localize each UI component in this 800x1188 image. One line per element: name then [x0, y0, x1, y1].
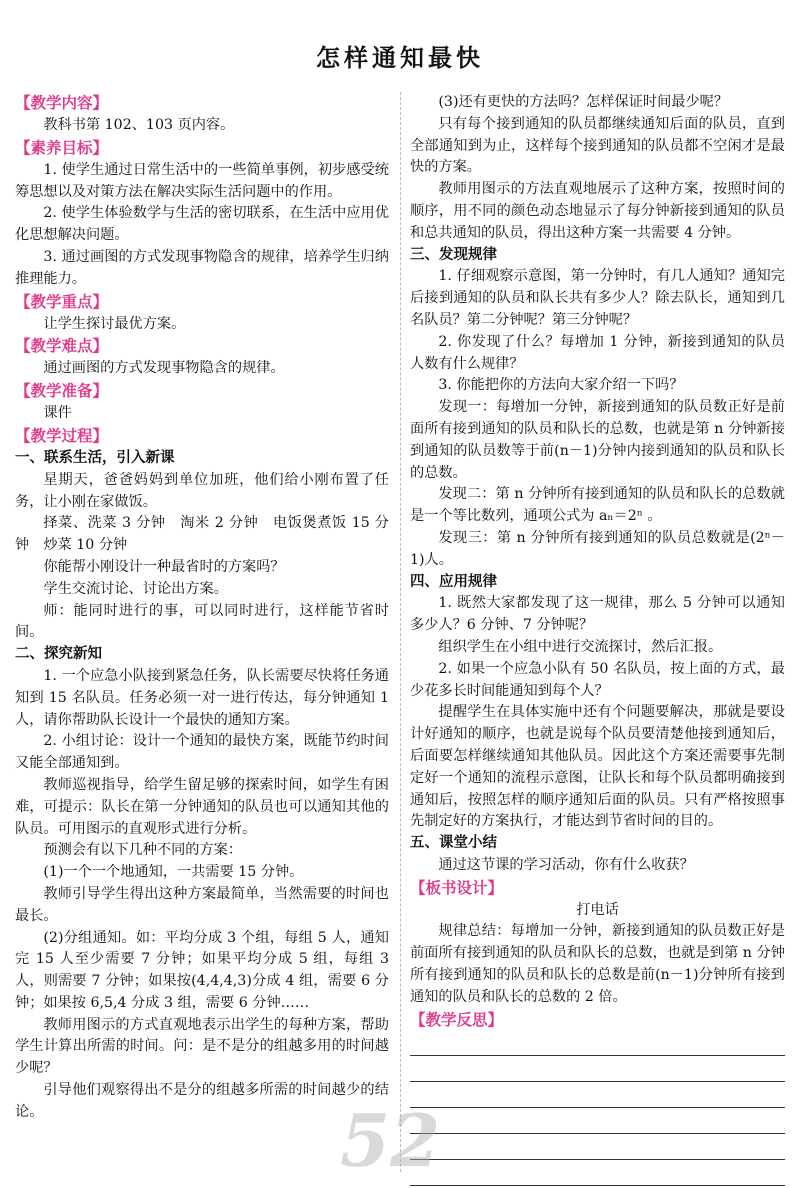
paragraph: 师：能同时进行的事，可以同时进行，这样能节省时间。	[15, 602, 389, 641]
paragraph: 1. 仔细观察示意图，第一分钟时，有几人通知？通知完后接到通知的队员和队长共有多少人？除去队长，通知到几名队员？第二分钟呢？第三分钟呢？	[410, 268, 785, 328]
section-heading: 【教学重点】	[15, 292, 109, 311]
reflection-writing-line	[410, 1136, 785, 1160]
reflection-writing-line	[410, 1058, 785, 1082]
paragraph: 引导他们观察得出不是分的组越多所需的时间越少的结论。	[15, 1082, 389, 1120]
paragraph: 3. 你能把你的方法向大家介绍一下吗？	[438, 377, 684, 394]
page-number: 52	[340, 1098, 441, 1183]
paragraph: 提醒学生在具体实施中还有个问题要解决，那就是要设计好通知的顺序，也就是说每个队员要清楚他接到通知后，后面要怎样继续通知其他队员。因此这个方案还需要事先制定好一个通知的流程示意图，让队长和每个队员都明确接到通知后，按照怎样的顺序通知后面的队员。只有严格按照事先制定好的方案执行，才能达到节省时间的目的。	[410, 704, 785, 830]
paragraph: 教师巡视指导，给学生留足够的探索时间，如学生有困难，可提示：队长在第一分钟通知的队员也可以通知其他的队员。可用图示的直观形式进行分析。	[15, 776, 389, 837]
paragraph: 只有每个接到通知的队员都继续通知后面的队员，直到全部通知到为止，这样每个接到通知的队员都不空闲才是最快的方案。	[410, 115, 785, 176]
section-heading: 【教学准备】	[15, 382, 109, 401]
paragraph: 2. 如果一个应急小队有 50 名队员，按上面的方式，最少花多长时间能通知到每个人？	[410, 660, 785, 699]
paragraph: (1)一个一个地通知，一共需要 15 分钟。	[43, 864, 304, 881]
page-title: 怎样通知最快	[316, 43, 484, 72]
paragraph: 教师用图示的方法直观地展示了这种方案，按照时间的顺序，用不同的颜色动态地显示了每分钟新接到通知的队员和总共通知的队员，得出这种方案一共需要 4 分钟。	[410, 181, 785, 241]
paragraph: 通过画图的方式发现事物隐含的规律。	[43, 360, 285, 377]
paragraph: 发现一：每增加一分钟，新接到通知的队员数正好是前面所有接到通知的队员和队长的总数，也就是第 n 分钟新接到通知的队员数等于前(n－1)分钟内接到通知的队员和队长的总数。	[410, 399, 785, 481]
paragraph: 发现二：第 n 分钟所有接到通知的队员和队长的总数就是一个等比数列，通项公式为 aₙ＝2ⁿ 。	[410, 486, 785, 525]
paragraph: 1. 既然大家都发现了这一规律，那么 5 分钟可以通知多少人？6 分钟、7 分钟呢？	[410, 595, 785, 634]
subsection-heading: 三、发现规律	[410, 246, 497, 263]
section-heading: 【教学过程】	[15, 426, 109, 445]
subsection-heading: 一、联系生活，引入新课	[15, 449, 175, 466]
paragraph: 择菜、洗菜 3 分钟 淘米 2 分钟 电饭煲煮饭 15 分钟 炒菜 10 分钟	[15, 515, 389, 554]
section-heading: 【教学难点】	[15, 337, 109, 356]
paragraph: 2. 你发现了什么？每增加 1 分钟，新接到通知的队员人数有什么规律？	[410, 333, 785, 372]
paragraph: 学生交流讨论、讨论出方案。	[43, 580, 228, 597]
paragraph: 预测会有以下几种不同的方案：	[43, 842, 243, 859]
left-column	[15, 92, 389, 1124]
paragraph: 3. 通过画图的方式发现事物隐含的规律，培养学生归纳推理能力。	[15, 248, 389, 287]
paragraph: 课件	[43, 405, 72, 422]
reflection-writing-line	[410, 1110, 785, 1134]
paragraph: 教师用图示的方式直观地表示出学生的每种方案，帮助学生计算出所需的时间。问：是不是分的组越多用的时间越少呢？	[15, 1016, 389, 1077]
paragraph: 发现三：第 n 分钟所有接到通知的队员总数就是(2ⁿ－1)人。	[410, 529, 785, 568]
paragraph: 星期天，爸爸妈妈到单位加班，他们给小刚布置了任务，让小刚在家做饭。	[15, 471, 389, 510]
section-heading: 【素养目标】	[15, 138, 109, 157]
subsection-heading: 二、探究新知	[15, 646, 102, 663]
paragraph: (2)分组通知。如：平均分成 3 个组，每组 5 人，通知完 15 人至少需要 7 分钟；如果平均分成 5 组，每组 3 人，则需要 7 分钟；如果按(4,4,4,3)分成 4 组，需要 6 分钟；如果按 6,5,4 分成 3 组，需要 6 分钟……	[15, 929, 389, 1011]
section-heading: 【教学内容】	[15, 94, 109, 112]
paragraph: 1. 使学生通过日常生活中的一些简单事例，初步感受统筹思想以及对策方法在解决实际生活问题中的作用。	[15, 161, 389, 200]
paragraph: 通过这节课的学习活动，你有什么收获？	[438, 856, 694, 873]
paragraph: 教科书第 102、103 页内容。	[43, 117, 235, 133]
paragraph: 教师引导学生得出这种方案最简单，当然需要的时间也最长。	[15, 885, 389, 924]
section-heading: 【教学反思】	[410, 1010, 504, 1029]
paragraph: 2. 小组讨论：设计一个通知的最快方案，既能节约时间又能全部通知到。	[15, 733, 389, 772]
column-divider	[400, 92, 401, 1172]
board-title: 打电话	[576, 901, 619, 918]
paragraph: 你能帮小刚设计一种最省时的方案吗？	[43, 558, 285, 575]
paragraph: 规律总结：每增加一分钟，新接到通知的队员数正好是前面所有接到通知的队员和队长的总数，也就是到第 n 分钟所有接到通知的队员和队长的总数是前(n－1)分钟所有接到通知的队员和队长的总数的 2 倍。	[410, 923, 785, 1005]
subsection-heading: 四、应用规律	[410, 573, 497, 590]
paragraph: 2. 使学生体验数学与生活的密切联系，在生活中应用优化思想解决问题。	[15, 205, 389, 244]
paragraph: 1. 一个应急小队接到紧急任务，队长需要尽快将任务通知到 15 名队员。任务必须一对一进行传达，每分钟通知 1 人，请你帮助队长设计一个最快的通知方案。	[15, 667, 389, 728]
paragraph: 让学生探讨最优方案。	[43, 315, 186, 332]
paragraph: (3)还有更快的方法吗？怎样保证时间最少呢？	[438, 94, 729, 110]
paragraph: 组织学生在小组中进行交流探讨，然后汇报。	[438, 638, 723, 655]
section-heading: 【板书设计】	[410, 878, 504, 897]
subsection-heading: 五、课堂小结	[410, 835, 497, 852]
reflection-writing-line	[410, 1084, 785, 1108]
right-column	[410, 92, 785, 1188]
reflection-writing-line	[410, 1032, 785, 1056]
reflection-writing-line	[410, 1162, 785, 1186]
